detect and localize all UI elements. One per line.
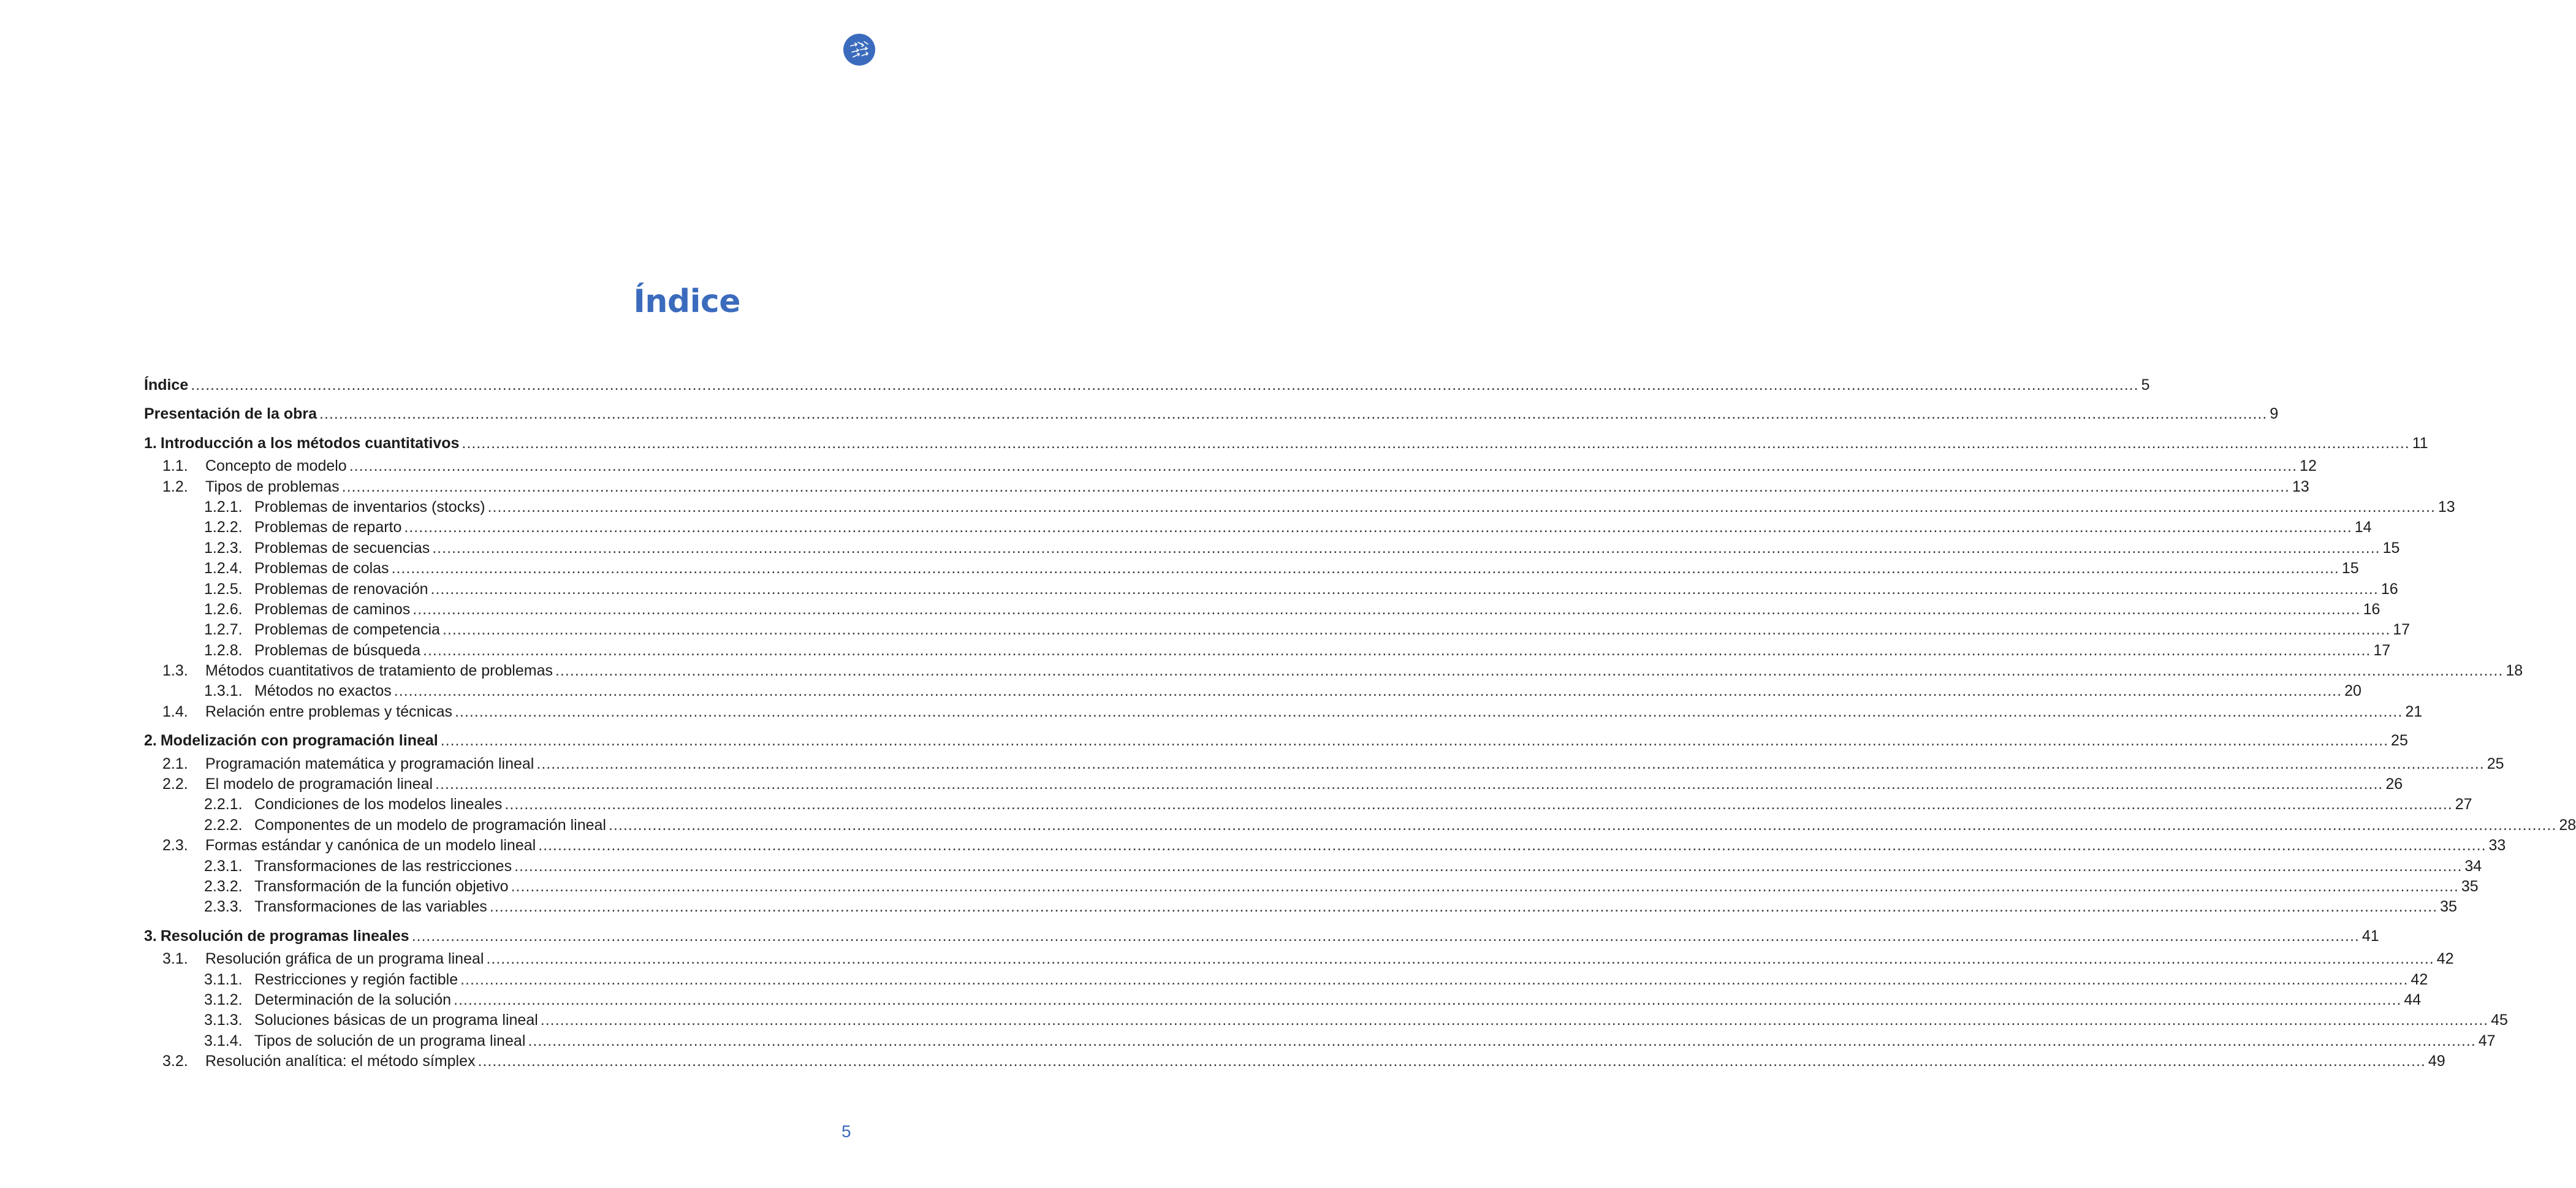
toc-entry[interactable] [144, 1051, 2445, 1072]
toc-entry-title: Problemas de búsqueda [254, 641, 421, 659]
toc-entry-title: Transformaciones de las restricciones [254, 857, 512, 875]
toc-entry-page: 17 [2373, 641, 2391, 659]
toc-entry-number: 1. [144, 434, 157, 452]
toc-entry-title: Transformación de la función objetivo [254, 877, 509, 895]
page-title: Índice [633, 283, 740, 320]
toc-entry-title: Restricciones y región factible [254, 970, 458, 988]
toc-leader-dots: ................................................................................................................................................................................................................................................................................................................................................................................................................ [412, 600, 2361, 618]
toc-leader-dots: ................................................................................................................................................................................................................................................................................................................................................................................................................ [528, 1032, 2476, 1049]
toc-entry[interactable] [144, 731, 2408, 751]
toc-entry-page: 11 [2412, 434, 2428, 452]
toc-entry-page: 41 [2361, 927, 2379, 945]
toc-entry[interactable] [144, 477, 2309, 497]
toc-entry-number: 1.2.1. [204, 498, 243, 516]
toc-entry-title: Condiciones de los modelos lineales [254, 796, 503, 813]
toc-entry-title: Presentación de la obra [144, 405, 317, 423]
toc-entry-page: 21 [2405, 703, 2423, 720]
toc-entry-page: 15 [2341, 560, 2359, 577]
toc-entry-number: 1.3.1. [204, 682, 243, 700]
toc-entry[interactable] [144, 794, 2472, 815]
toc-entry-page: 25 [2487, 755, 2504, 772]
toc-entry-number: 1.2.4. [204, 560, 243, 577]
toc-leader-dots: ................................................................................................................................................................................................................................................................................................................................................................................................................ [432, 539, 2380, 557]
toc-entry-number: 3.1.2. [204, 991, 243, 1008]
toc-entry-title: Problemas de reparto [254, 519, 402, 536]
toc-entry[interactable] [144, 897, 2457, 917]
toc-leader-dots: ................................................................................................................................................................................................................................................................................................................................................................................................................ [341, 478, 2290, 495]
toc-entry-title: Problemas de inventarios (stocks) [254, 498, 485, 516]
toc-entry-page: 35 [2461, 877, 2479, 895]
toc-entry-title: Resolución de programas lineales [160, 927, 409, 945]
toc-entry[interactable] [144, 1031, 2496, 1051]
toc-leader-dots: ................................................................................................................................................................................................................................................................................................................................................................................................................ [536, 755, 2485, 772]
toc-leader-dots: ................................................................................................................................................................................................................................................................................................................................................................................................................ [191, 376, 2139, 394]
toc-leader-dots: ................................................................................................................................................................................................................................................................................................................................................................................................................ [393, 682, 2342, 700]
toc-leader-dots: ................................................................................................................................................................................................................................................................................................................................................................................................................ [511, 877, 2459, 895]
toc-entry-number: 2.3.2. [204, 877, 243, 895]
toc-entry[interactable] [144, 538, 2400, 558]
toc-entry-page: 26 [2385, 775, 2403, 793]
toc-entry-title: Introducción a los métodos cuantitativos [160, 434, 460, 452]
toc-entry-number: 2.2.2. [204, 816, 243, 834]
toc-entry-number: 1.2.2. [204, 519, 243, 536]
toc-leader-dots: ................................................................................................................................................................................................................................................................................................................................................................................................................ [404, 519, 2352, 536]
toc-entry-title: Modelización con programación lineal [160, 732, 438, 750]
page-number: 5 [842, 1122, 851, 1141]
toc-entry[interactable] [144, 702, 2423, 722]
toc-leader-dots: ................................................................................................................................................................................................................................................................................................................................................................................................................ [423, 641, 2371, 659]
toc-entry[interactable] [144, 949, 2454, 969]
toc-entry-title: Índice [144, 376, 189, 394]
toc-entry[interactable] [144, 375, 2150, 395]
toc-entry-page: 13 [2437, 498, 2455, 516]
toc-entry-title: Formas estándar y canónica de un modelo lineal [205, 837, 536, 855]
toc-entry-title: El modelo de programación lineal [205, 775, 433, 793]
toc-entry-number: 2.2.1. [204, 796, 243, 813]
toc-entry-number: 3.2. [162, 1053, 188, 1070]
toc-leader-dots: ................................................................................................................................................................................................................................................................................................................................................................................................................ [430, 580, 2379, 598]
toc-leader-dots: ................................................................................................................................................................................................................................................................................................................................................................................................................ [460, 970, 2409, 988]
toc-leader-dots: ................................................................................................................................................................................................................................................................................................................................................................................................................ [555, 662, 2504, 680]
toc-entry-title: Problemas de renovación [254, 580, 428, 598]
toc-entry-page: 5 [2141, 376, 2150, 394]
toc-entry-number: 1.2.5. [204, 580, 243, 598]
toc-entry-title: Componentes de un modelo de programación lineal [254, 816, 606, 834]
toc-entry-title: Relación entre problemas y técnicas [205, 703, 452, 720]
toc-entry[interactable] [144, 641, 2391, 661]
toc-entry-page: 47 [2478, 1032, 2496, 1049]
toc-leader-dots: ................................................................................................................................................................................................................................................................................................................................................................................................................ [319, 405, 2268, 423]
toc-entry-title: Tipos de solución de un programa lineal [254, 1032, 526, 1049]
toc-entry-title: Problemas de secuencias [254, 539, 430, 557]
toc-entry-page: 16 [2380, 580, 2398, 598]
toc-entry-number: 1.3. [162, 662, 188, 680]
toc-entry-number: 2.3.1. [204, 857, 243, 875]
toc-entry[interactable] [144, 774, 2403, 794]
arrows-circle-logo-icon [843, 34, 875, 66]
toc-entry-title: Determinación de la solución [254, 991, 452, 1008]
toc-entry-number: 3.1.1. [204, 970, 243, 988]
toc-leader-dots: ................................................................................................................................................................................................................................................................................................................................................................................................................ [442, 621, 2391, 639]
toc-entry-page: 9 [2270, 405, 2279, 423]
toc-entry[interactable] [144, 404, 2279, 424]
toc-entry-number: 2.2. [162, 775, 188, 793]
toc-entry-number: 1.2. [162, 478, 188, 495]
toc-leader-dots: ................................................................................................................................................................................................................................................................................................................................................................................................................ [435, 775, 2384, 793]
toc-entry-page: 12 [2300, 457, 2317, 475]
toc-leader-dots: ................................................................................................................................................................................................................................................................................................................................................................................................................ [391, 560, 2339, 577]
toc-entry-number: 2.3. [162, 837, 188, 855]
toc-entry[interactable] [144, 497, 2455, 517]
toc-entry-number: 1.2.3. [204, 539, 243, 557]
toc-entry[interactable] [144, 990, 2422, 1010]
toc-leader-dots: ................................................................................................................................................................................................................................................................................................................................................................................................................ [440, 732, 2389, 750]
toc-entry-number: 1.2.6. [204, 600, 243, 618]
toc-leader-dots: ................................................................................................................................................................................................................................................................................................................................................................................................................ [454, 991, 2402, 1008]
toc-entry-page: 45 [2491, 1011, 2508, 1029]
toc-entry-page: 15 [2382, 539, 2400, 557]
toc-leader-dots: ................................................................................................................................................................................................................................................................................................................................................................................................................ [411, 927, 2360, 945]
toc-entry-title: Transformaciones de las variables [254, 898, 487, 916]
toc-entry-number: 2. [144, 732, 157, 750]
toc-entry-page: 34 [2464, 857, 2482, 875]
toc-entry-title: Problemas de caminos [254, 600, 411, 618]
toc-entry[interactable] [144, 579, 2398, 600]
toc-entry-page: 17 [2393, 621, 2411, 639]
toc-leader-dots: ................................................................................................................................................................................................................................................................................................................................................................................................................ [477, 1053, 2426, 1070]
toc-entry[interactable] [144, 600, 2380, 620]
toc-entry-title: Soluciones básicas de un programa lineal [254, 1011, 538, 1029]
toc-leader-dots: ................................................................................................................................................................................................................................................................................................................................................................................................................ [514, 857, 2463, 875]
toc-entry-title: Métodos no exactos [254, 682, 392, 700]
toc-entry-page: 49 [2428, 1053, 2445, 1070]
toc-entry-page: 35 [2440, 898, 2457, 916]
table-of-contents [144, 375, 2576, 1072]
toc-entry[interactable] [144, 815, 2576, 836]
toc-entry[interactable] [144, 620, 2411, 640]
toc-entry-number: 1.4. [162, 703, 188, 720]
toc-entry-page: 25 [2391, 732, 2408, 750]
toc-entry-page: 27 [2455, 796, 2472, 813]
toc-entry[interactable] [144, 517, 2372, 538]
toc-leader-dots: ................................................................................................................................................................................................................................................................................................................................................................................................................ [608, 816, 2557, 834]
toc-entry[interactable] [144, 926, 2379, 946]
toc-entry-page: 42 [2411, 970, 2428, 988]
toc-entry-number: 3.1.4. [204, 1032, 243, 1049]
toc-entry[interactable] [144, 836, 2506, 856]
toc-entry[interactable] [144, 877, 2479, 897]
toc-entry-title: Tipos de problemas [205, 478, 340, 495]
toc-entry[interactable] [144, 754, 2504, 774]
toc-entry[interactable] [144, 433, 2428, 454]
toc-entry-page: 20 [2344, 682, 2361, 700]
toc-entry[interactable] [144, 681, 2361, 701]
toc-entry-number: 3.1.3. [204, 1011, 243, 1029]
toc-entry[interactable] [144, 661, 2523, 681]
toc-entry-title: Problemas de colas [254, 560, 389, 577]
toc-entry-number: 3.1. [162, 950, 188, 968]
toc-entry-title: Resolución gráfica de un programa lineal [205, 950, 484, 968]
toc-entry-number: 1.2.8. [204, 641, 243, 659]
toc-entry[interactable] [144, 1010, 2508, 1030]
toc-entry-title: Resolución analítica: el método símplex [205, 1053, 476, 1070]
toc-entry-number: 2.1. [162, 755, 188, 772]
toc-entry[interactable] [144, 970, 2428, 990]
toc-entry[interactable] [144, 558, 2359, 579]
toc-entry[interactable] [144, 456, 2317, 476]
toc-entry-page: 44 [2404, 991, 2422, 1008]
toc-leader-dots: ................................................................................................................................................................................................................................................................................................................................................................................................................ [462, 434, 2410, 452]
toc-leader-dots: ................................................................................................................................................................................................................................................................................................................................................................................................................ [538, 837, 2487, 855]
toc-entry-number: 1.2.7. [204, 621, 243, 639]
toc-entry-page: 16 [2363, 600, 2380, 618]
toc-leader-dots: ................................................................................................................................................................................................................................................................................................................................................................................................................ [486, 950, 2434, 968]
toc-entry-page: 28 [2559, 816, 2576, 834]
toc-entry-title: Concepto de modelo [205, 457, 347, 475]
toc-entry-page: 13 [2292, 478, 2309, 495]
toc-leader-dots: ................................................................................................................................................................................................................................................................................................................................................................................................................ [454, 703, 2403, 720]
toc-leader-dots: ................................................................................................................................................................................................................................................................................................................................................................................................................ [489, 898, 2438, 916]
toc-entry-number: 3. [144, 927, 157, 945]
toc-entry-page: 14 [2354, 519, 2372, 536]
toc-entry-title: Problemas de competencia [254, 621, 440, 639]
toc-leader-dots: ................................................................................................................................................................................................................................................................................................................................................................................................................ [504, 796, 2453, 813]
toc-entry-title: Métodos cuantitativos de tratamiento de problemas [205, 662, 553, 680]
toc-entry-title: Programación matemática y programación lineal [205, 755, 534, 772]
toc-entry-number: 2.3.3. [204, 898, 243, 916]
toc-leader-dots: ................................................................................................................................................................................................................................................................................................................................................................................................................ [349, 457, 2298, 475]
toc-entry[interactable] [144, 856, 2482, 877]
toc-entry-page: 18 [2506, 662, 2523, 680]
toc-leader-dots: ................................................................................................................................................................................................................................................................................................................................................................................................................ [487, 498, 2436, 516]
toc-entry-page: 42 [2436, 950, 2454, 968]
toc-entry-number: 1.1. [162, 457, 188, 475]
toc-leader-dots: ................................................................................................................................................................................................................................................................................................................................................................................................................ [540, 1011, 2489, 1029]
toc-entry-page: 33 [2488, 837, 2506, 855]
